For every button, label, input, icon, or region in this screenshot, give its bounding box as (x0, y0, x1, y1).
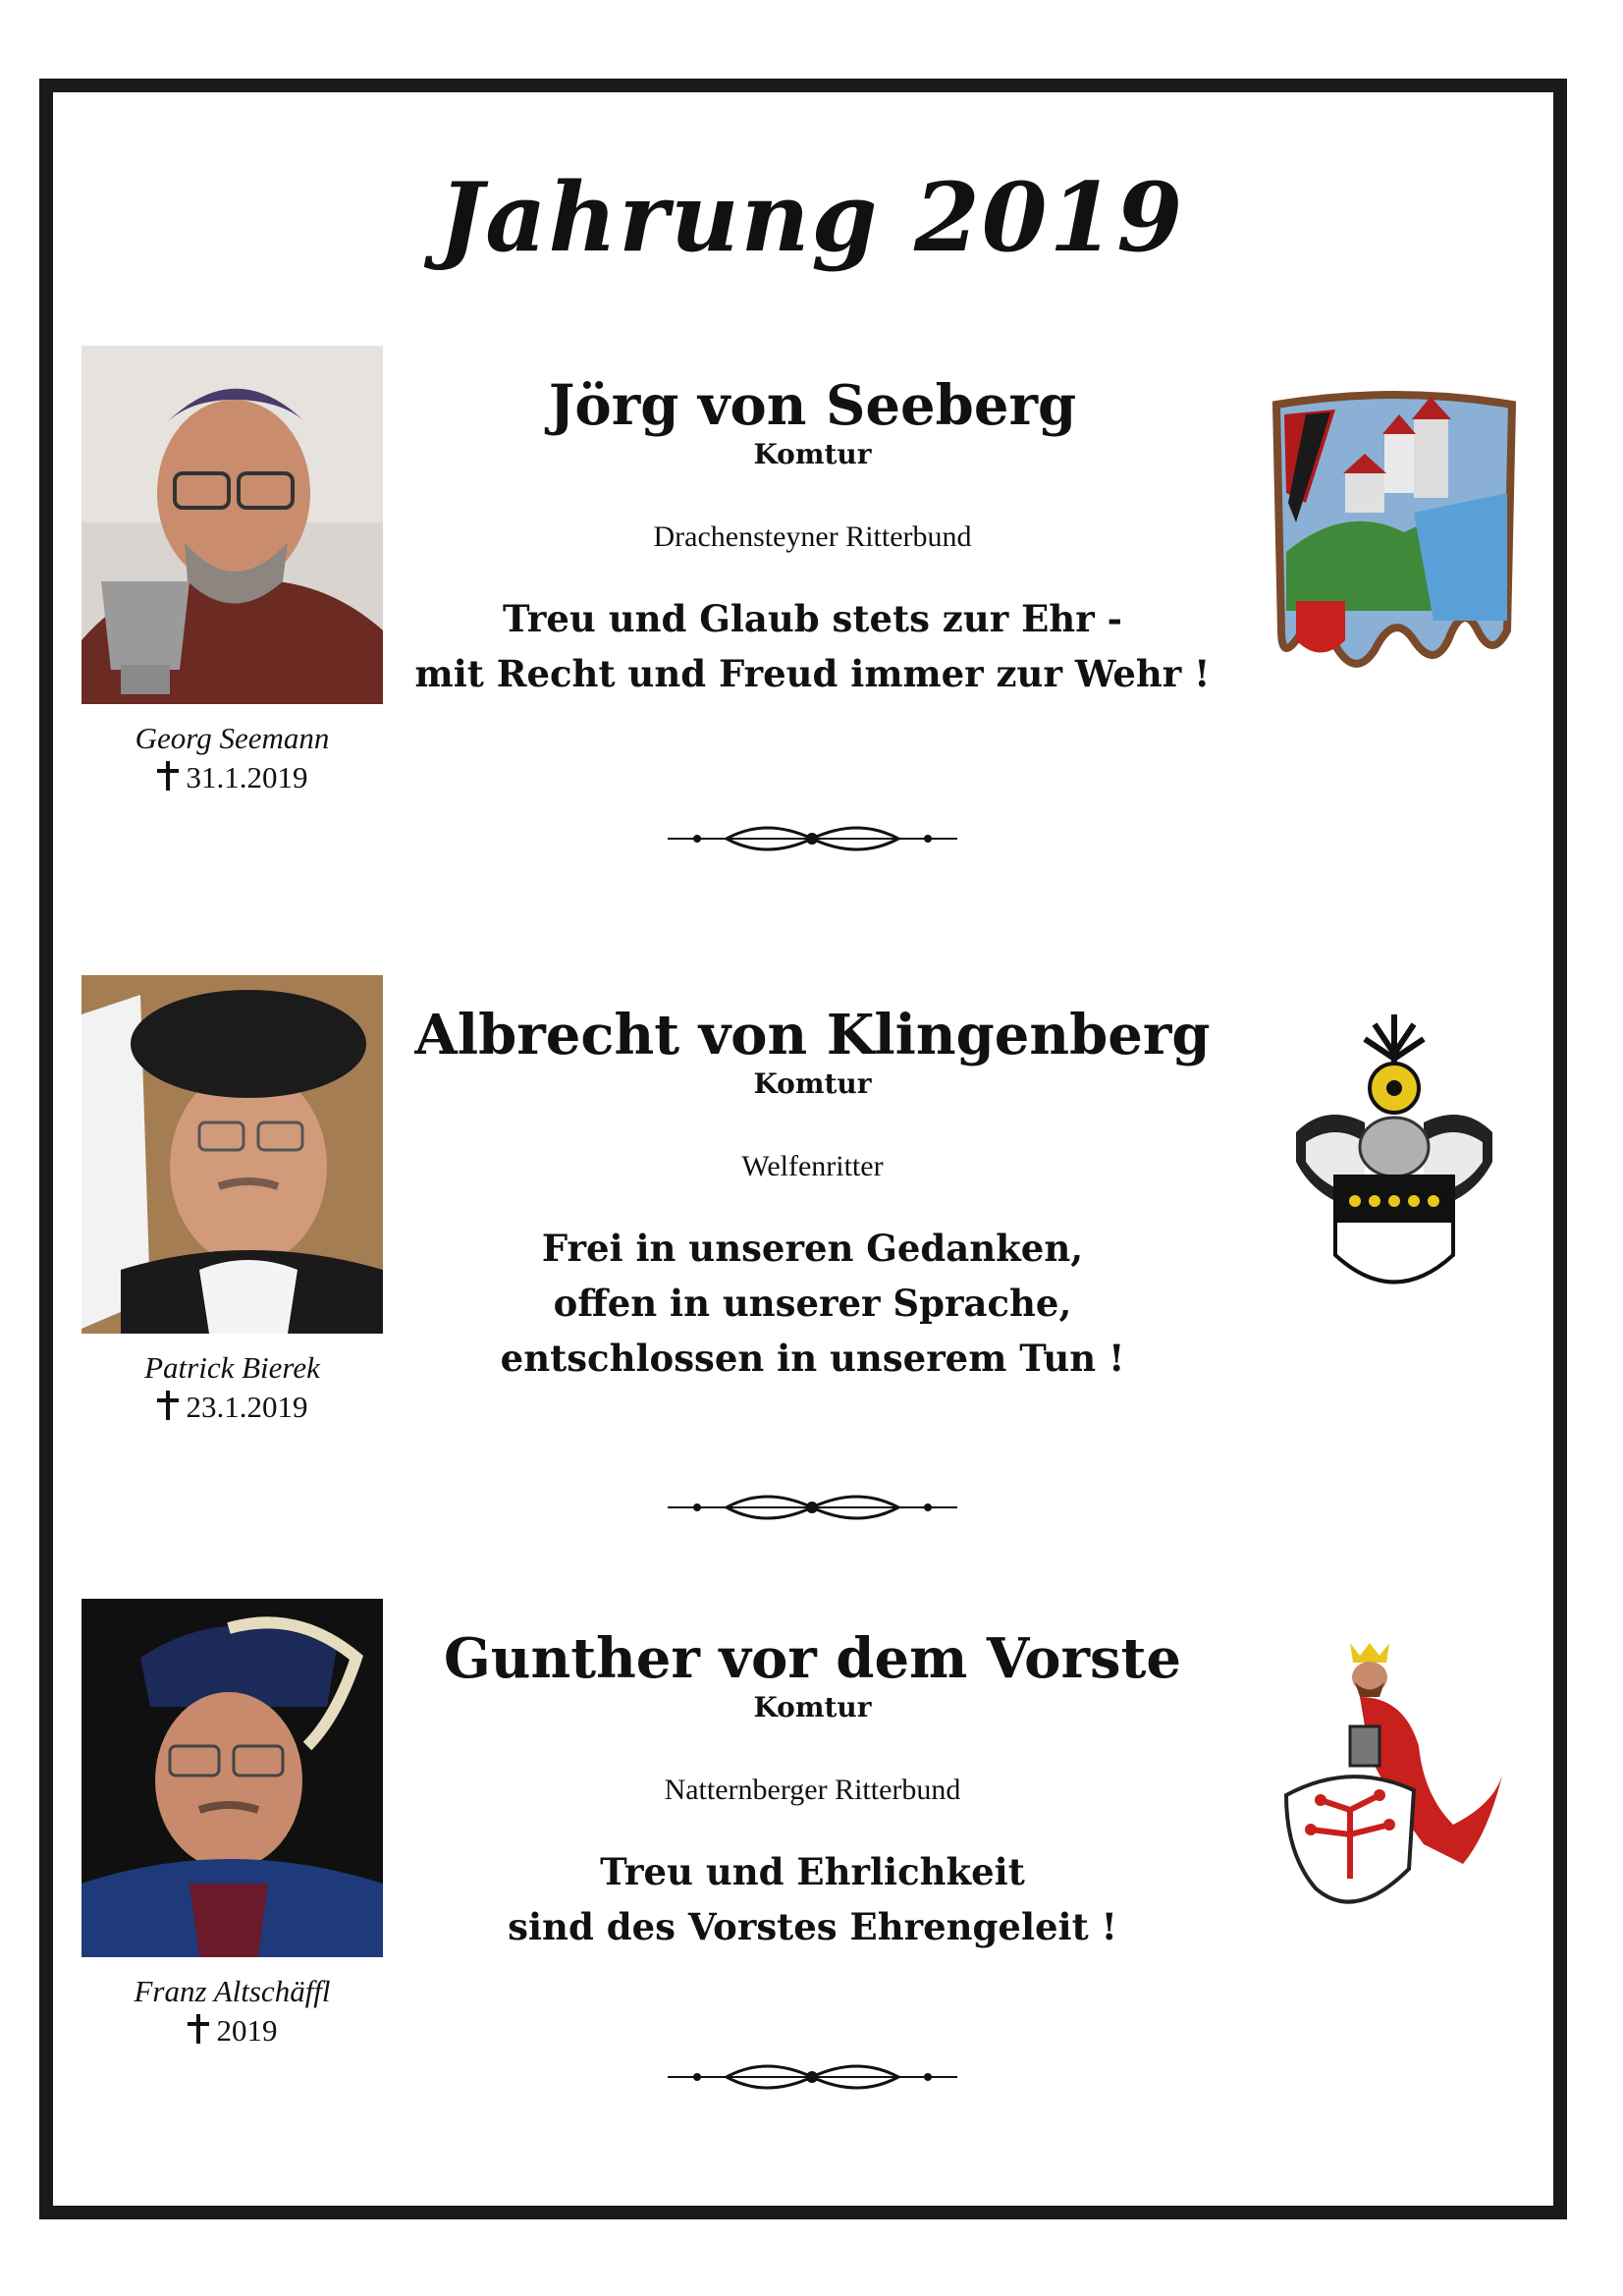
king-helm-crest-icon (1276, 1638, 1512, 1933)
rank-title: Komtur (753, 438, 872, 470)
castle-shield-icon (1267, 385, 1522, 680)
death-line (81, 1388, 383, 1427)
deceased-info-3 (81, 1972, 383, 2050)
cross-icon (188, 2014, 209, 2044)
person-name: Franz Altschäffl (134, 1974, 331, 2008)
flourish-icon (668, 2055, 957, 2099)
person-name: Georg Seemann (135, 721, 330, 755)
motto-line: Frei in unseren Gedanken, (541, 1227, 1084, 1270)
motto-line: entschlossen in unserem Tun ! (500, 1337, 1125, 1380)
death-date: 31.1.2019 (186, 760, 308, 794)
death-date: 23.1.2019 (186, 1390, 308, 1424)
portrait-photo-1 (81, 346, 383, 704)
ornament-divider-1 (668, 817, 957, 860)
cross-icon (157, 1391, 179, 1420)
rank-title: Komtur (753, 1691, 872, 1723)
memorial-entry-3 (0, 1599, 1623, 2188)
motto-line: Treu und Glaub stets zur Ehr - (503, 597, 1122, 640)
motto-line: mit Recht und Freud immer zur Wehr ! (414, 652, 1211, 695)
death-line (81, 758, 383, 797)
order-name: Drachensteyner Ritterbund (653, 520, 972, 553)
memorial-entry-2 (0, 975, 1623, 1564)
motto-line: Treu und Ehrlichkeit (600, 1850, 1025, 1893)
flourish-icon (668, 817, 957, 860)
motto (393, 1221, 1232, 1386)
knight-name: Gunther vor dem Vorste (443, 1626, 1182, 1691)
order-name: Welfenritter (741, 1150, 884, 1182)
motto-line: offen in unserer Sprache, (553, 1282, 1072, 1325)
motto (393, 1844, 1232, 1954)
portrait-photo-icon (81, 975, 383, 1334)
cross-icon (157, 761, 179, 791)
rank-title: Komtur (753, 1067, 872, 1100)
ornament-divider-3 (668, 2055, 957, 2099)
knight-name: Jörg von Seeberg (548, 373, 1077, 438)
knight-name: Albrecht von Klingenberg (414, 1003, 1211, 1067)
death-line (81, 2011, 383, 2050)
deceased-info-1 (81, 719, 383, 797)
ornament-divider-2 (668, 1486, 957, 1529)
page-title: Jahrung 2019 (438, 162, 1185, 273)
portrait-photo-icon (81, 346, 383, 704)
crest-2 (1286, 1014, 1502, 1309)
helm-wheel-crest-icon (1286, 1014, 1502, 1309)
deceased-info-2 (81, 1348, 383, 1427)
portrait-photo-2 (81, 975, 383, 1334)
flourish-icon (668, 1486, 957, 1529)
memorial-entry-1 (0, 346, 1623, 935)
motto (393, 591, 1232, 701)
death-date: 2019 (216, 2013, 278, 2048)
person-name: Patrick Bierek (144, 1350, 320, 1385)
crest-1 (1267, 385, 1522, 680)
motto-line: sind des Vorstes Ehrengeleit ! (508, 1905, 1117, 1948)
portrait-photo-3 (81, 1599, 383, 1957)
crest-3 (1276, 1638, 1512, 1933)
order-name: Natternberger Ritterbund (664, 1774, 961, 1806)
portrait-photo-icon (81, 1599, 383, 1957)
